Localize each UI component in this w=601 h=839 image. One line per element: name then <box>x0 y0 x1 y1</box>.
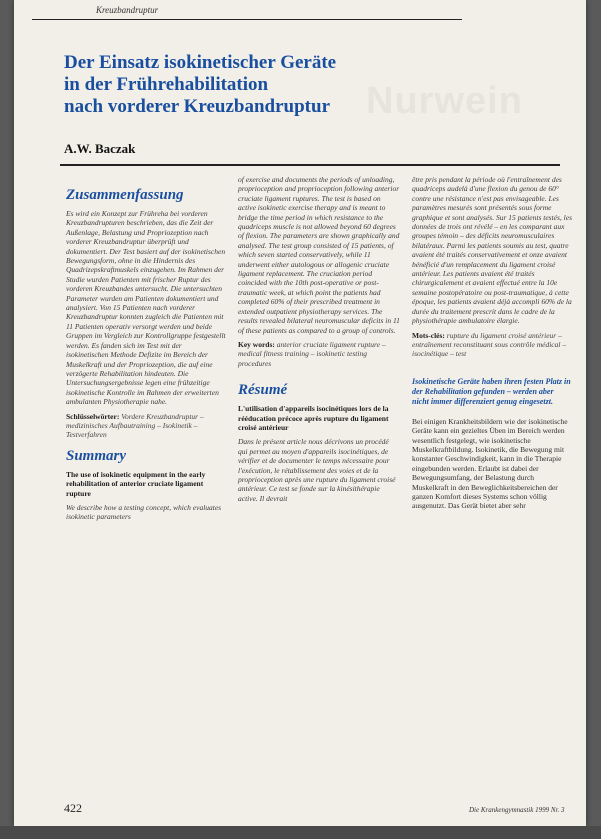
heading-resume: Résumé <box>238 382 288 399</box>
scan-background <box>0 826 601 839</box>
keywords-german-values: Vordere Kreuzbandruptur – medizinisches Aufbautraining – Isokinetik – Testverfahren <box>66 411 204 440</box>
summary-text-cont: of exercise and documents the periods of unloading, proprioception and proprioception following anterior cruciate ligament ruptures. The test is based on active isokinetic exercise therapy and is meant to bridge the time period in which resistance to the quadriceps muscle is not allowed beyond 60 degrees of flexion. The parameters are shown graphically and analysed. The test group consisted of 15 patients, of which seven started conservatively, while 11 underwent either autologous or allogenic cruciate ligament replacement. The cruciation period coincided with the 10th post-operative or post-traumatic week, at which point the patients had completed 60% of their prescribed treatment in extended outpatient physiotherapy services. The results revealed bilateral neuromuscular deficits in 11 of these patients as compared to a group of controls. <box>238 175 400 335</box>
resume-text: Dans le présent article nous décrivons un procédé qui permet au moyen d'appareils isocinétiques, de vérifier et de documenter le temps nécessaire pour l'exécution, le rétablissement des voies et de la proprioception après une rupture du ligament croisé antérieur. Ce test se fonde sur la kinésithérapie active. Il devrait <box>238 437 396 503</box>
header-rule <box>60 164 560 166</box>
keywords-french <box>412 331 572 359</box>
running-head-label: Kreuzbandruptur <box>92 5 162 15</box>
resume-title: L'utilisation d'appareils isocinétiques lors de la rééducation précoce après rupture du ligament croisé antérieur <box>238 404 389 432</box>
article-title <box>64 52 444 118</box>
column-1 <box>66 175 226 527</box>
resume-text-cont: être pris pendant la période où l'entraînement des quadriceps audelà d'une flexion du genou de 60° contre une résistance n'est pas envisageable. Les paramètres mesurés sont présentés sous forme graphique et sont analysés. Sur 15 patients testés, les données de trois ont révélé – en les comparant aux groupes témoin – des déficits neuromusculaires bilatéraux. Parmi les patients soumis au test, quatre avaient été traités conservativement et onze avaient bénéficié d'un remplacement du ligament croisé antérieur. Les patients avaient été traités chirurgicalement et avaient effectué entre la 10e semaine postopératoire ou post-traumatique, à cette époque, les patients avaient déjà accompli 60% de la durée du traitement prescrit dans le cadre de la physiothérapie ambulatoire élargie. <box>412 175 572 326</box>
journal-page <box>14 0 586 826</box>
title-line-3: nach vorderer Kreuzbandruptur <box>64 96 331 117</box>
keywords-french-values: rupture du ligament croisé antérieur – entraînement reconstituant sous contrôle médical – isocinétique – test <box>412 330 567 359</box>
column-2 <box>238 175 400 508</box>
heading-summary: Summary <box>66 447 127 464</box>
summary-title: The use of isokinetic equipment in the early rehabilitation of anterior cruciate ligament rupture <box>66 469 206 498</box>
keywords-english-label: Key words: <box>238 339 275 349</box>
watermark-text: Nurwein <box>366 80 523 122</box>
keywords-english-values: anterior cruciate ligament rupture – medical fitness training – isokinetic testing procedures <box>238 339 386 368</box>
running-head <box>32 5 462 20</box>
heading-zusammenfassung: Zusammenfassung <box>66 187 184 203</box>
body-text-start: Bei einigen Krankheitsbildern wie der isokinetische Geräte kann ein gezieltes Üben im Bereich werden wesentlich festgelegt, wie isokinetische Muskelkraftbildung. Isokinetik, die Bewegung mit konstanter Geschwindigkeit, kann in die Therapie eingebunden werden. Erlaubt ist dabei der Bewegungsumfang, der Belastung durch Muskelkraft in den Beweglichkeitsbereichen der ganzen Komfort dieses Systems schon völlig ausgenutzt. Das Gerät bietet aber sehr <box>412 416 568 511</box>
keywords-german-label: Schlüsselwörter: <box>66 411 120 421</box>
author-name: A.W. Baczak <box>64 141 136 156</box>
keywords-french-label: Mots-clés: <box>412 330 445 340</box>
keywords-german <box>66 412 226 440</box>
title-line-1: Der Einsatz isokinetischer Geräte <box>64 52 337 73</box>
page-number: 422 <box>64 801 82 815</box>
abstract-german: Es wird ein Konzept zur Frühreha bei vorderen Kreuzbandrupturen beschrieben, das die Zeit der Außenlage, Belastung und Propriozeption nach vorderer Kreuzbandruptur überprüft und dokumentiert. Der Test basiert auf der isokinetischen Bewegungsform, ohne in die Hindernis des Quadrizepskraftmuskels einzugehen. Im Rahmen der Studie wurden Patienten mit frischer Ruptur des vorderen Kreuzbandes untersucht. Die untersuchten Parameter wurden am Patienten dokumentiert und analysiert. Von 15 Patienten nach vorderer Kreuzbandruptur konnten zugleich die Patienten mit 11 Patienten operativ versorgt werden und beide Gruppen im Vergleich zur Kontrollgruppe festgestellt werden. Es fanden sich im Test mit der isokinetischen Methode Defizite im Bereich der Muskelkraft und der Propriozeption, die auf eine verzögerte Rehabilitation hindeuten. Die Untersuchungsergebnisse legen eine frühzeitige isokinetische Kontrolle im Rahmen der erweiterten ambulanten Physiotherapie nahe. <box>66 209 226 407</box>
pull-quote: Isokinetische Geräte haben ihren festen Platz in der Rehabilitation gefunden – werden aber nicht immer differenziert genug eingesetzt. <box>412 376 571 406</box>
summary-text-start: We describe how a testing concept, which evaluates isokinetic parameters <box>66 502 222 522</box>
title-line-2: in der Frührehabilitation <box>64 74 269 95</box>
journal-footer: Die Krankengymnastik 1999 Nr. 3 <box>469 806 565 814</box>
column-3 <box>412 175 572 516</box>
keywords-english <box>238 340 400 368</box>
